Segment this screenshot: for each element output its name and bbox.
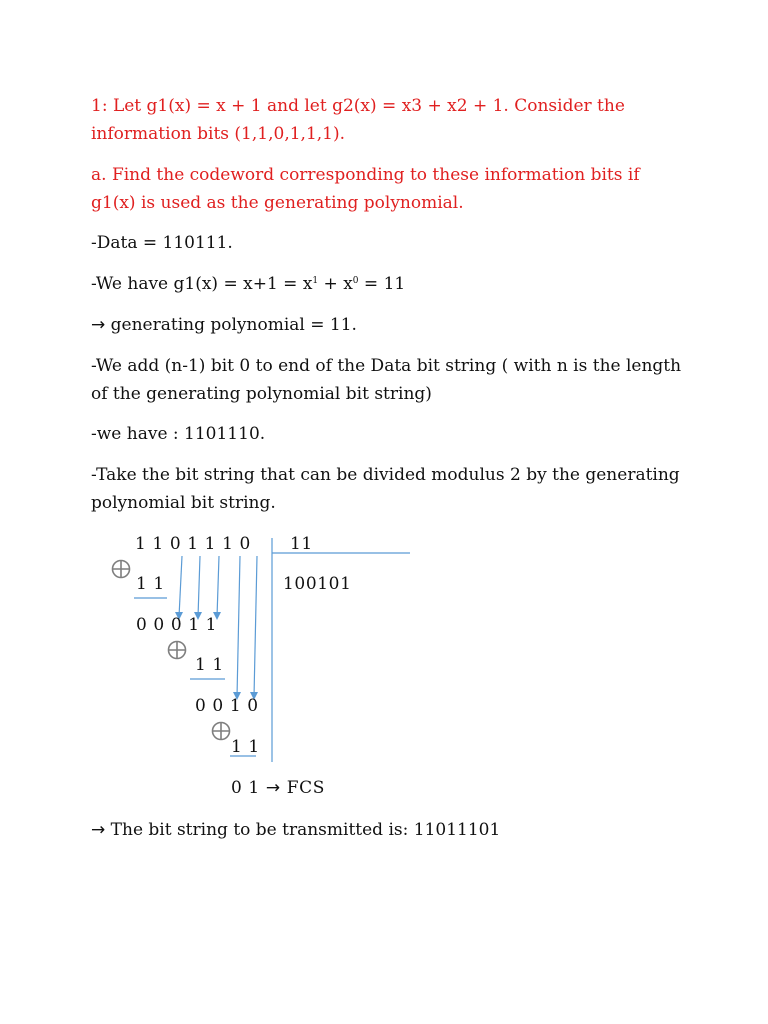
subtrahend-3: 1 1 xyxy=(231,737,260,757)
take-bits-line-2: polynomial bit string. xyxy=(91,493,276,513)
fcs-line xyxy=(231,778,325,798)
g1-exponent-0: 0 xyxy=(352,276,359,286)
problem-line-2: information bits (1,1,0,1,1,1). xyxy=(91,124,346,144)
fcs-bits: 0 1 xyxy=(231,778,260,798)
take-bits-line-1: -Take the bit string that can be divided modulus 2 by the generating xyxy=(91,465,680,485)
bring-down-arrow-5 xyxy=(254,556,257,697)
part-a-line-1: a. Find the codeword corresponding to these information bits if xyxy=(91,165,640,185)
result-line xyxy=(91,816,711,844)
xor-icon xyxy=(169,642,186,659)
right-arrow-icon: → xyxy=(91,820,106,840)
dividend: 1 1 0 1 1 1 0 xyxy=(135,534,251,554)
subtrahend-1: 1 1 xyxy=(136,574,165,594)
xor-icon xyxy=(213,723,230,740)
g1-exponent-1: 1 xyxy=(312,276,319,286)
g1-prefix: -We have g1(x) = x+1 = x xyxy=(91,274,313,294)
bring-down-arrow-1 xyxy=(179,556,182,617)
fcs-label: FCS xyxy=(286,778,325,798)
bring-down-arrow-2 xyxy=(198,556,200,617)
bring-down-arrow-3 xyxy=(217,556,219,617)
data-line: -Data = 110111. xyxy=(91,233,233,253)
remainder-2: 0 0 1 0 xyxy=(195,696,259,716)
g1-mid: + x xyxy=(318,274,353,294)
generating-polynomial-text: generating polynomial = 11. xyxy=(110,315,357,335)
g1-suffix: = 11 xyxy=(358,274,406,294)
add-bits-line-1: -We add (n-1) bit 0 to end of the Data bit string ( with n is the length xyxy=(91,356,682,376)
add-bits-line-2: of the generating polynomial bit string) xyxy=(91,384,432,404)
part-a-line-2: g1(x) is used as the generating polynomial. xyxy=(91,193,464,213)
right-arrow-icon: → xyxy=(265,778,281,798)
subtrahend-2: 1 1 xyxy=(195,655,224,675)
remainder-1: 0 0 0 1 1 xyxy=(136,615,218,635)
quotient: 100101 xyxy=(283,574,352,594)
xor-icon xyxy=(113,561,130,578)
right-arrow-icon: → xyxy=(91,315,106,335)
we-have-line: -we have : 1101110. xyxy=(91,424,266,444)
result-text: The bit string to be transmitted is: 11011101 xyxy=(110,820,501,840)
bring-down-arrow-4 xyxy=(237,556,240,697)
divisor: 11 xyxy=(290,534,313,554)
problem-line-1: 1: Let g1(x) = x + 1 and let g2(x) = x3 + x2 + 1. Consider the xyxy=(91,96,625,116)
